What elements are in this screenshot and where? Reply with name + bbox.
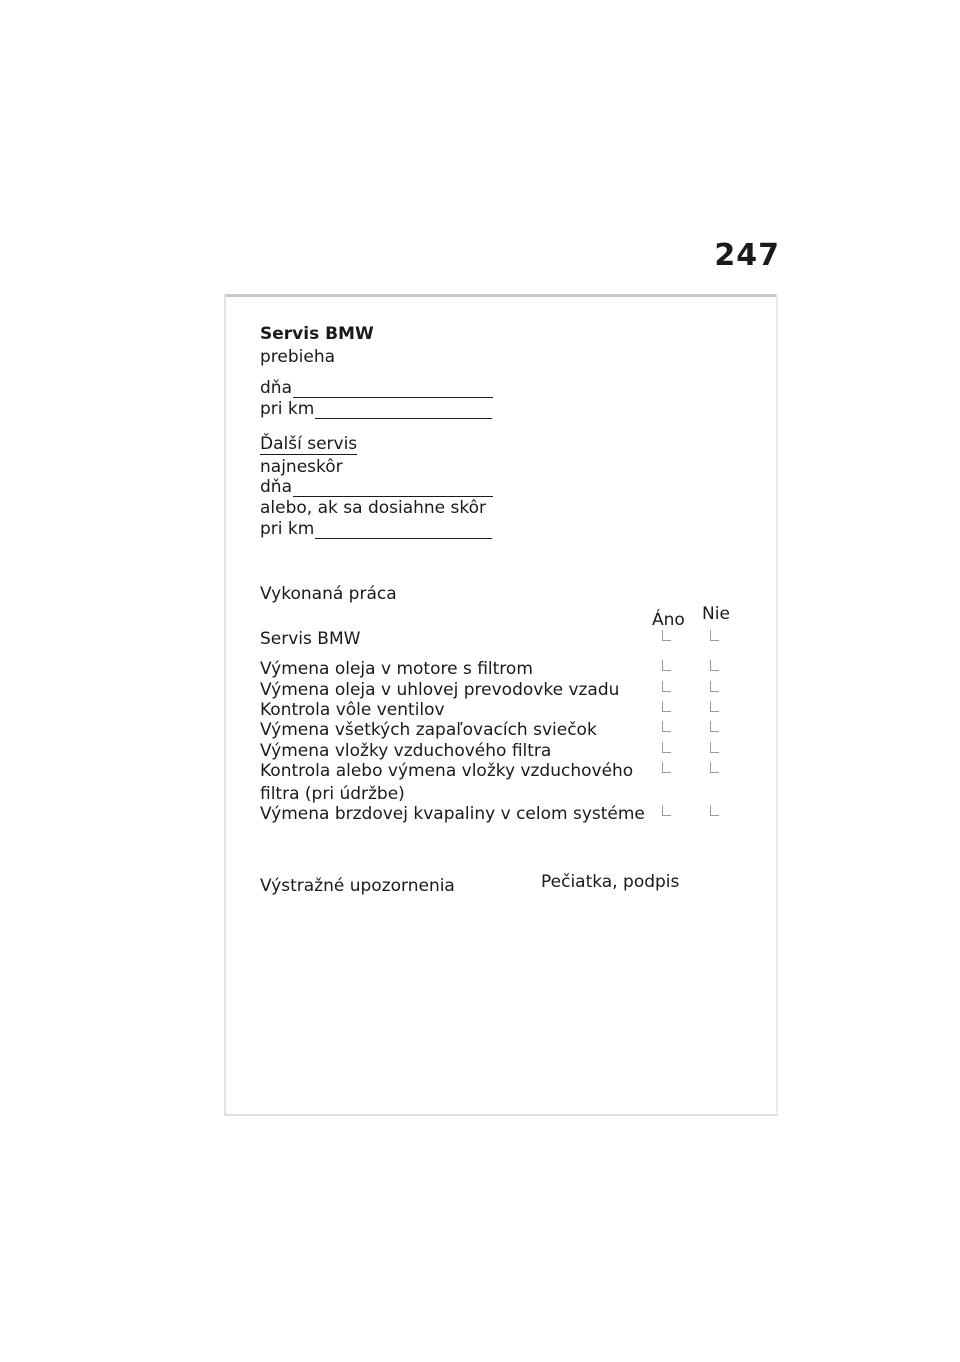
frame-top-rule	[224, 294, 778, 297]
checkbox-yes-air-filter[interactable]	[662, 742, 671, 753]
next-service-latest: najneskôr	[260, 457, 343, 477]
service-title: Servis BMW	[260, 324, 374, 344]
checkbox-yes-oil-engine[interactable]	[662, 660, 671, 671]
stamp-signature-label: Pečiatka, podpis	[541, 872, 680, 892]
work-title: Vykonaná práca	[260, 584, 397, 604]
work-item: Výmena všetkých zapaľovacích sviečok	[260, 720, 597, 740]
current-day-line	[293, 379, 493, 398]
page-number: 247	[714, 238, 780, 273]
work-item: Kontrola alebo výmena vložky vzduchového	[260, 761, 634, 781]
checkbox-yes-spark-plugs[interactable]	[662, 721, 671, 732]
work-item: Kontrola vôle ventilov	[260, 700, 445, 720]
column-no: Nie	[702, 604, 730, 624]
work-item: Výmena oleja v uhlovej prevodovke vzadu	[260, 680, 620, 700]
work-item: Výmena oleja v motore s filtrom	[260, 659, 533, 679]
checkbox-no-spark-plugs[interactable]	[710, 721, 719, 732]
work-row-service: Servis BMW	[260, 629, 361, 649]
next-km-field[interactable]	[260, 519, 492, 539]
next-day-field[interactable]	[260, 477, 493, 497]
service-status: prebieha	[260, 347, 336, 367]
frame-left-rule	[224, 294, 226, 1116]
work-item: Výmena vložky vzduchového filtra	[260, 741, 552, 761]
checkbox-no-air-filter-check[interactable]	[710, 762, 719, 773]
frame-right-rule	[776, 294, 778, 1116]
next-km-label: pri km	[260, 519, 315, 539]
checkbox-yes-brake-fluid[interactable]	[662, 805, 671, 816]
current-km-label: pri km	[260, 399, 315, 419]
checkbox-no-valves[interactable]	[710, 701, 719, 712]
checkbox-yes-valves[interactable]	[662, 701, 671, 712]
next-day-label: dňa	[260, 477, 292, 497]
work-item: Výmena brzdovej kvapaliny v celom systéme	[260, 804, 645, 824]
current-km-field[interactable]	[260, 399, 492, 419]
current-day-field[interactable]	[260, 378, 493, 398]
work-item-continued: filtra (pri údržbe)	[260, 784, 405, 804]
frame-bottom-rule	[224, 1114, 778, 1116]
next-day-line	[293, 478, 493, 497]
current-km-line	[315, 400, 492, 419]
next-km-line	[315, 520, 492, 539]
checkbox-no-service[interactable]	[710, 630, 719, 641]
warnings-label: Výstražné upozornenia	[260, 876, 455, 896]
checkbox-no-brake-fluid[interactable]	[710, 805, 719, 816]
checkbox-no-oil-engine[interactable]	[710, 660, 719, 671]
checkbox-yes-service[interactable]	[662, 630, 671, 641]
checkbox-yes-oil-gearbox[interactable]	[662, 681, 671, 692]
checkbox-no-oil-gearbox[interactable]	[710, 681, 719, 692]
next-service-title: Ďalší servis	[260, 434, 358, 454]
column-yes: Áno	[652, 610, 685, 630]
next-service-or: alebo, ak sa dosiahne skôr	[260, 498, 487, 518]
current-day-label: dňa	[260, 378, 292, 398]
checkbox-yes-air-filter-check[interactable]	[662, 762, 671, 773]
checkbox-no-air-filter[interactable]	[710, 742, 719, 753]
